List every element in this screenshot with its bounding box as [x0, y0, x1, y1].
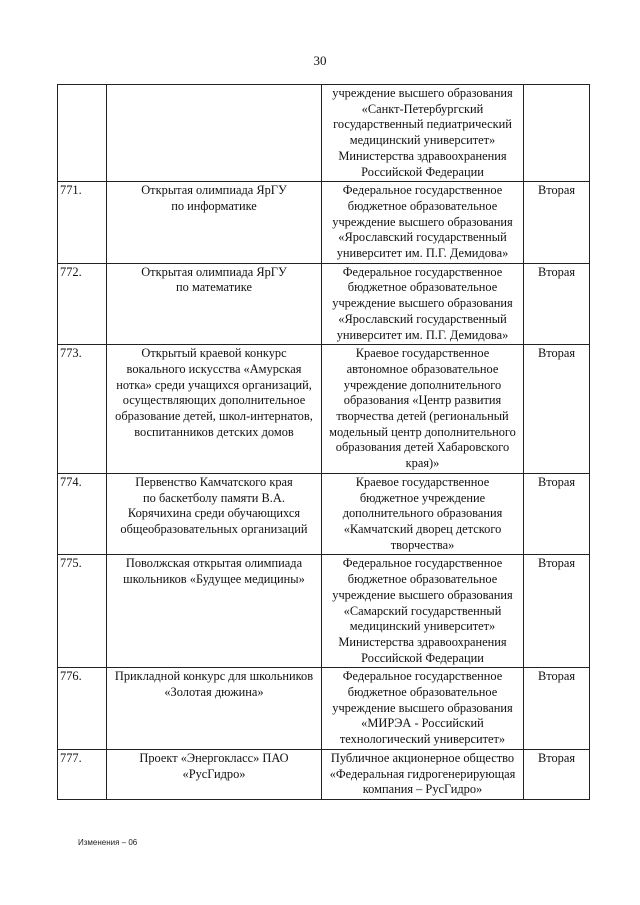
- organizer-cell: [322, 85, 524, 182]
- row-number-cell: 771.: [58, 182, 107, 264]
- event-name-line: по информатике: [171, 198, 257, 213]
- organizer-line: Министерства здравоохранения: [338, 148, 507, 163]
- level-cell: Вторая: [524, 182, 590, 264]
- organizer-cell: [322, 668, 524, 750]
- event-name-cell: [107, 263, 322, 345]
- organizer-line: учреждение высшего образования: [332, 700, 513, 715]
- organizer-line: учреждение высшего образования: [332, 86, 513, 100]
- event-name-line: осуществляющих дополнительное: [122, 393, 306, 408]
- event-name-line: Открытый краевой конкурс: [141, 346, 287, 361]
- organizer-line: образования «Центр развития: [343, 393, 502, 408]
- event-name-line: нотка» среди учащихся организаций,: [116, 377, 312, 392]
- event-name-line: Открытая олимпиада ЯрГУ: [141, 183, 287, 198]
- organizer-line: творчества детей (региональный: [336, 409, 509, 424]
- organizer-line: бюджетное образовательное: [347, 198, 498, 213]
- table-row: [58, 345, 590, 474]
- event-name-cell: [107, 555, 322, 668]
- organizer-cell: [322, 345, 524, 474]
- event-name-line: образование детей, школ-интернатов,: [115, 409, 313, 424]
- event-name-line: вокального искусства «Амурская: [126, 361, 302, 376]
- organizer-line: Краевое государственное: [355, 346, 490, 361]
- event-name-line: Корячихина среди обучающихся: [127, 506, 301, 521]
- organizer-line: компания – РусГидро»: [362, 782, 483, 797]
- organizer-line: «Ярославский государственный: [338, 230, 507, 245]
- event-name-line: Проект «Энергокласс» ПАО: [139, 750, 289, 765]
- table-body: [58, 85, 590, 800]
- event-name-line: Поволжская открытая олимпиада: [125, 556, 303, 571]
- organizer-line: автономное образовательное: [346, 361, 499, 376]
- table-row: [58, 473, 590, 555]
- organizer-line: «Санкт-Петербургский: [361, 101, 484, 116]
- organizer-line: дополнительного образования: [342, 506, 503, 521]
- organizer-line: края)»: [405, 456, 440, 471]
- organizer-line: Краевое государственное: [355, 474, 490, 489]
- organizer-line: бюджетное образовательное: [347, 572, 498, 587]
- event-name-cell: [107, 85, 322, 182]
- organizer-line: «МИРЭА - Российский: [361, 716, 484, 731]
- organizer-line: медицинский университет»: [349, 619, 496, 634]
- organizer-line: бюджетное образовательное: [347, 685, 498, 700]
- organizer-line: технологический университет»: [339, 732, 506, 747]
- level-cell: Вторая: [524, 345, 590, 474]
- olympiad-list-table: [57, 84, 590, 800]
- organizer-line: Федеральное государственное: [342, 264, 503, 279]
- table-row: [58, 668, 590, 750]
- organizer-line: бюджетное учреждение: [359, 490, 486, 505]
- organizer-line: Публичное акционерное общество: [330, 750, 515, 765]
- organizer-cell: [322, 749, 524, 799]
- level-cell: [524, 85, 590, 182]
- level-cell: Вторая: [524, 555, 590, 668]
- event-name-cell: [107, 749, 322, 799]
- event-name-cell: [107, 182, 322, 264]
- organizer-line: «Федеральная гидрогенерирующая: [329, 766, 516, 781]
- organizer-line: университет им. П.Г. Демидова»: [336, 327, 509, 342]
- organizer-line: творчества»: [390, 537, 455, 552]
- organizer-line: Российской Федерации: [361, 650, 484, 665]
- row-number-cell: 777.: [58, 749, 107, 799]
- event-name-line: Открытая олимпиада ЯрГУ: [141, 264, 287, 279]
- event-name-line: «РусГидро»: [182, 766, 246, 781]
- table-row: [58, 182, 590, 264]
- table-row: [58, 263, 590, 345]
- event-name-cell: [107, 473, 322, 555]
- page-number: 30: [313, 53, 327, 68]
- organizer-cell: [322, 182, 524, 264]
- organizer-line: образования детей Хабаровского: [335, 440, 510, 455]
- organizer-line: медицинский университет»: [349, 133, 496, 148]
- organizer-line: университет им. П.Г. Демидова»: [336, 246, 509, 261]
- event-name-cell: [107, 668, 322, 750]
- event-name-line: Прикладной конкурс для школьников: [114, 669, 314, 684]
- row-number-cell: 773.: [58, 345, 107, 474]
- event-name-cell: [107, 345, 322, 474]
- event-name-line: «Золотая дюжина»: [164, 685, 264, 700]
- organizer-cell: [322, 473, 524, 555]
- organizer-line: Федеральное государственное: [342, 669, 503, 684]
- organizer-line: государственный педиатрический: [333, 117, 512, 132]
- row-number-cell: 774.: [58, 473, 107, 555]
- level-cell: Вторая: [524, 473, 590, 555]
- organizer-line: бюджетное образовательное: [347, 280, 498, 295]
- level-cell: Вторая: [524, 263, 590, 345]
- row-number-cell: 775.: [58, 555, 107, 668]
- table-row: [58, 749, 590, 799]
- event-name-line: школьников «Будущее медицины»: [123, 572, 305, 587]
- row-number-cell: 776.: [58, 668, 107, 750]
- event-name-line: по математике: [176, 280, 252, 295]
- organizer-line: модельный центр дополнительного: [329, 424, 516, 439]
- organizer-line: «Камчатский дворец детского: [343, 521, 502, 536]
- footer-revision-note: Изменения – 06: [78, 838, 138, 847]
- level-cell: Вторая: [524, 668, 590, 750]
- organizer-cell: [322, 555, 524, 668]
- row-number-cell: [58, 85, 107, 182]
- table-row: [58, 555, 590, 668]
- organizer-line: Российской Федерации: [361, 164, 484, 179]
- organizer-cell: [322, 263, 524, 345]
- organizer-line: учреждение высшего образования: [332, 214, 513, 229]
- organizer-line: Федеральное государственное: [342, 183, 503, 198]
- level-cell: Вторая: [524, 749, 590, 799]
- organizer-line: учреждение дополнительного: [343, 377, 502, 392]
- organizer-line: «Самарский государственный: [343, 603, 502, 618]
- organizer-line: учреждение высшего образования: [332, 296, 513, 311]
- event-name-line: по баскетболу памяти В.А.: [143, 490, 285, 505]
- organizer-line: «Ярославский государственный: [338, 311, 507, 326]
- organizer-line: Министерства здравоохранения: [338, 634, 507, 649]
- event-name-line: общеобразовательных организаций: [120, 521, 308, 536]
- event-name-line: воспитанников детских домов: [134, 424, 294, 439]
- organizer-line: учреждение высшего образования: [332, 587, 513, 602]
- event-name-line: Первенство Камчатского края: [135, 474, 293, 489]
- row-number-cell: 772.: [58, 263, 107, 345]
- organizer-line: Федеральное государственное: [342, 556, 503, 571]
- table-row: [58, 85, 590, 182]
